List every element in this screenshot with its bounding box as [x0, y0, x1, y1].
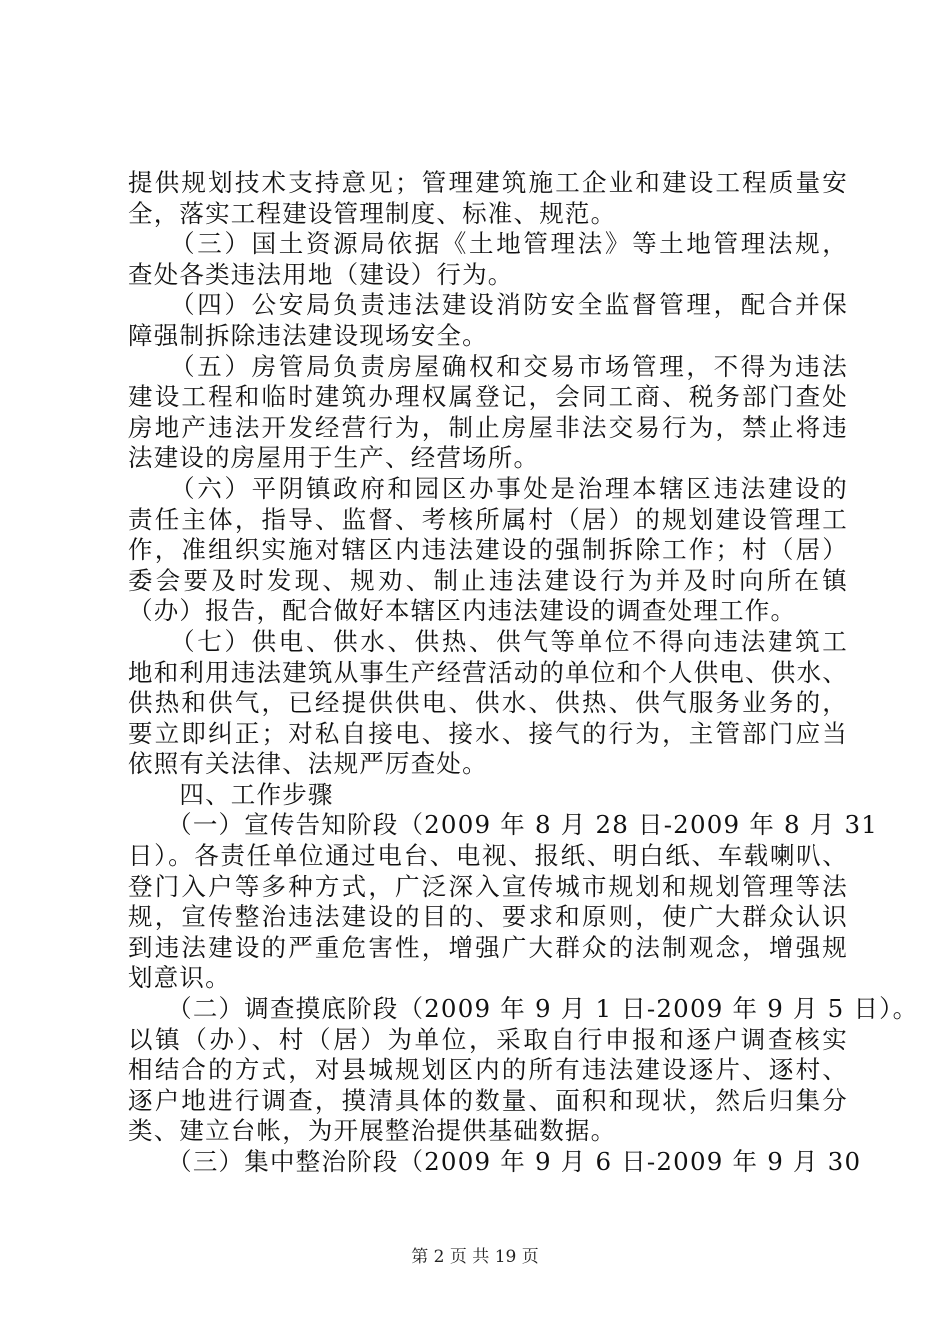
text-line: 责任主体，指导、监督、考核所属村（居）的规划建设管理工: [128, 504, 848, 534]
text-line: 规，宣传整治违法建设的目的、要求和原则，使广大群众认识: [128, 902, 848, 932]
text-line: 日）。各责任单位通过电台、电视、报纸、明白纸、车载喇叭、: [128, 841, 848, 871]
text-line: 登门入户等多种方式，广泛深入宣传城市规划和规划管理等法: [128, 871, 848, 901]
text-line: 委会要及时发现、规劝、制止违法建设行为并及时向所在镇: [128, 565, 848, 595]
text-line: （三）集中整治阶段（2009 年 9 月 6 日-2009 年 9 月 30: [128, 1147, 862, 1176]
text-line: 相结合的方式，对县城规划区内的所有违法建设逐片、逐村、: [128, 1055, 848, 1085]
text-line: （六）平阴镇政府和园区办事处是治理本辖区违法建设的: [128, 473, 848, 503]
text-line: 四、工作步骤: [128, 779, 334, 809]
text-line: 房地产违法开发经营行为，制止房屋非法交易行为，禁止将违: [128, 412, 848, 442]
text-line: 逐户地进行调查，摸清具体的数量、面积和现状，然后归集分: [128, 1085, 848, 1115]
text-line: 作，准组织实施对辖区内违法建设的强制拆除工作；村（居）: [128, 535, 848, 565]
text-line: 建设工程和临时建筑办理权属登记，会同工商、税务部门查处: [128, 382, 848, 412]
page-footer: 第 2 页 共 19 页: [411, 1247, 539, 1267]
text-line: 到违法建设的严重危害性，增强广大群众的法制观念，增强规: [128, 932, 848, 962]
text-line: 障强制拆除违法建设现场安全。: [128, 320, 488, 350]
text-line: 提供规划技术支持意见；管理建筑施工企业和建设工程质量安: [128, 168, 848, 197]
text-line: 地和利用违法建筑从事生产经营活动的单位和个人供电、供水、: [128, 657, 848, 687]
text-line: 法建设的房屋用于生产、经营场所。: [128, 443, 540, 473]
text-line: 类、建立台帐，为开展整治提供基础数据。: [128, 1116, 617, 1146]
text-line: 划意识。: [128, 963, 231, 993]
text-line: 供热和供气，已经提供供电、供水、供热、供气服务业务的，: [128, 688, 848, 718]
text-line: （七）供电、供水、供热、供气等单位不得向违法建筑工: [128, 626, 848, 656]
text-line: （一）宣传告知阶段（2009 年 8 月 28 日-2009 年 8 月 31: [128, 810, 879, 840]
text-line: （五）房管局负责房屋确权和交易市场管理，不得为违法: [128, 351, 848, 381]
text-line: （二）调查摸底阶段（2009 年 9 月 1 日-2009 年 9 月 5 日）。: [128, 994, 919, 1024]
text-line: 全，落实工程建设管理制度、标准、规范。: [128, 198, 617, 228]
body-text: [128, 168, 919, 1178]
text-line: 以镇（办）、村（居）为单位，采取自行申报和逐户调查核实: [128, 1024, 848, 1054]
text-line: （三）国土资源局依据《土地管理法》等土地管理法规，: [128, 229, 848, 259]
text-line: 查处各类违法用地（建设）行为。: [128, 259, 514, 289]
text-line: 依照有关法律、法规严厉查处。: [128, 749, 488, 779]
text-line: （四）公安局负责违法建设消防安全监督管理，配合并保: [128, 290, 848, 320]
text-line: 要立即纠正；对私自接电、接水、接气的行为，主管部门应当: [128, 718, 848, 748]
text-line: （办）报告，配合做好本辖区内违法建设的调查处理工作。: [128, 596, 797, 626]
